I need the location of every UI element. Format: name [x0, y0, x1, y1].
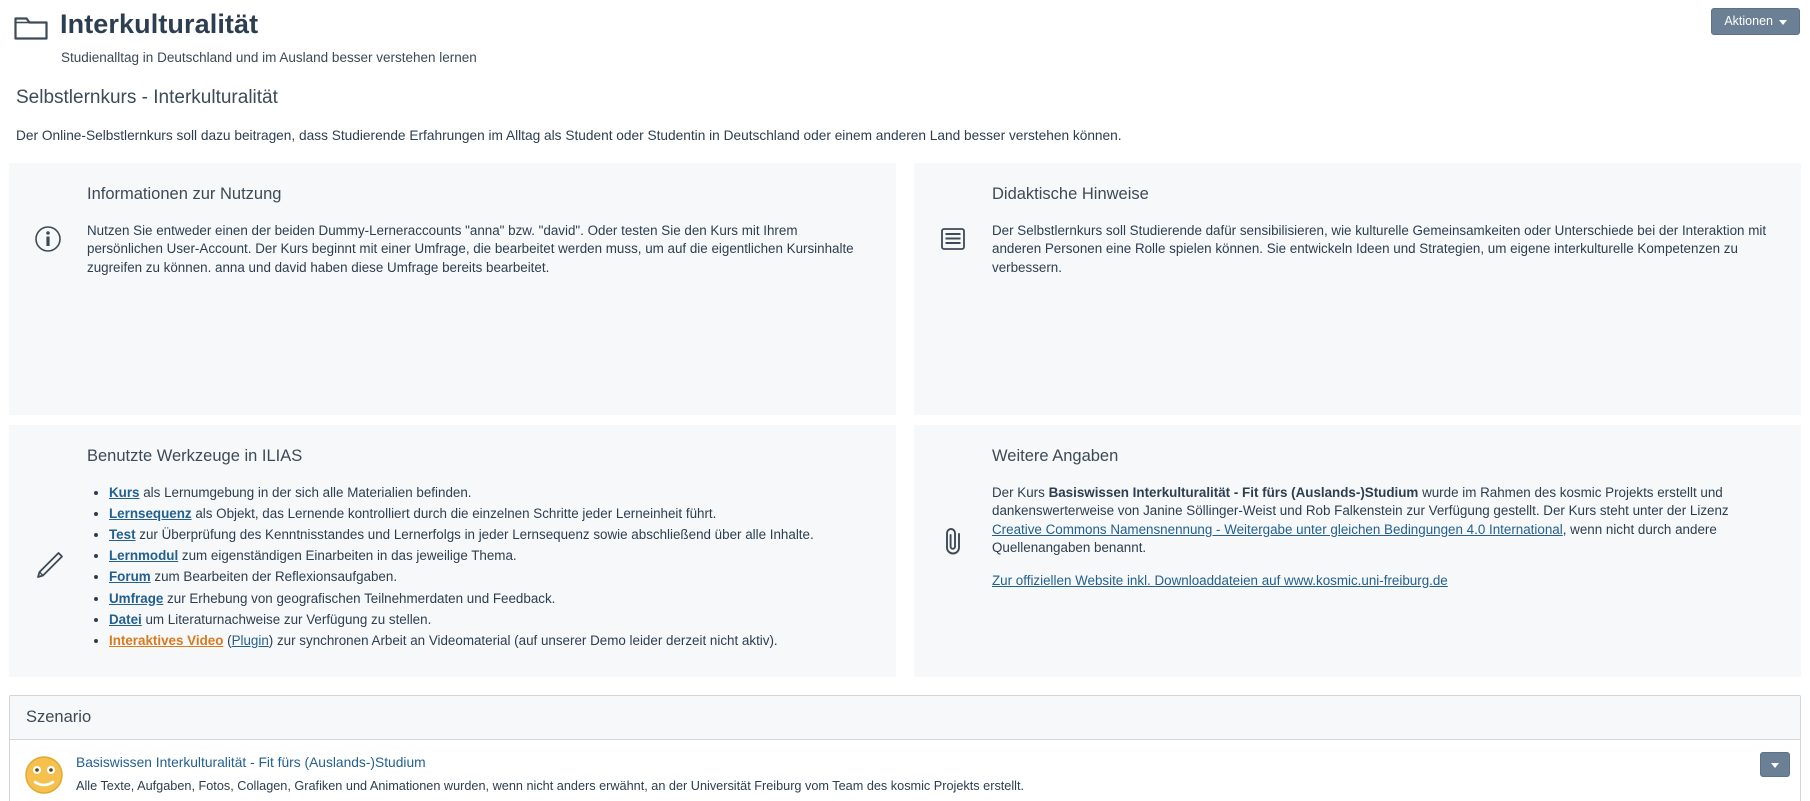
tool-desc: zum Bearbeiten der Reflexionsaufgaben. — [150, 569, 398, 585]
link-plugin[interactable]: Plugin — [231, 633, 269, 648]
tool-desc: als Objekt, das Lernende kontrolliert durch die einzelnen Schritte jeder Lerneinheit führt. — [191, 505, 717, 521]
link-umfrage[interactable]: Umfrage — [109, 590, 164, 606]
actions-button-label: Aktionen — [1724, 14, 1773, 28]
chevron-down-icon — [1779, 20, 1787, 25]
tool-desc: um Literaturnachweise zur Verfügung zu stellen. — [141, 611, 432, 627]
link-forum[interactable]: Forum — [109, 569, 151, 585]
link-datei[interactable]: Datei — [109, 611, 142, 627]
scenario-item-title-link[interactable]: Basiswissen Interkulturalität - Fit fürs (Auslands-)Studium — [76, 754, 426, 770]
course-icon — [24, 755, 64, 795]
link-creative-commons-license[interactable]: Creative Commons Namensnennung - Weitergabe unter gleichen Bedingungen 4.0 International — [992, 521, 1563, 537]
card-benutzte-werkzeuge — [9, 425, 905, 677]
tool-desc-post: ) zur synchronen Arbeit an Videomaterial (auf unserer Demo leider derzeit nicht aktiv). — [268, 633, 778, 648]
card-grid — [0, 163, 1810, 687]
tool-desc: zur Überprüfung des Kenntnisstandes und Lernerfolgs in jeder Lernsequenz sowie abschließend über alle Inhalte. — [135, 527, 814, 543]
page-title: Interkulturalität — [60, 9, 259, 39]
card-heading-nutzung: Informationen zur Nutzung — [87, 184, 282, 203]
card-body-didaktik: Der Selbstlernkurs soll Studierende dafür sensibilisieren, wie kulturelle Gemeinsamkeiten oder Unterschiede bei der Interaktion mit anderen Personen eine Rolle spielen können. Sie entwickeln Ideen und Strategien, um eigene interkulturelle Kompetenzen zu verbessern. — [992, 222, 1767, 275]
list-item — [109, 505, 870, 523]
card-row-angaben — [940, 484, 1775, 591]
card-weitere-angaben — [905, 425, 1801, 677]
link-kurs[interactable]: Kurs — [109, 484, 140, 500]
tool-desc-pre: ( — [223, 633, 232, 648]
card-informationen-zur-nutzung — [9, 163, 905, 415]
paperclip-icon — [940, 484, 992, 556]
folder-icon — [14, 13, 48, 41]
list-item — [109, 632, 870, 650]
pencil-icon — [35, 484, 87, 580]
card-row-werkzeuge — [35, 484, 870, 654]
link-official-website[interactable]: Zur offiziellen Website inkl. Downloaddateien auf www.kosmic.uni-freiburg.de — [992, 572, 1448, 588]
tools-list — [87, 484, 870, 650]
card-heading-didaktik: Didaktische Hinweise — [992, 184, 1149, 203]
page-subtitle: Studienalltag in Deutschland und im Ausland besser verstehen lernen — [61, 49, 477, 65]
list-item — [109, 611, 870, 629]
list-item — [109, 568, 870, 586]
card-row-nutzung — [35, 222, 870, 278]
link-interaktives-video[interactable]: Interaktives Video — [109, 633, 224, 648]
angaben-website-paragraph — [992, 572, 1775, 591]
scenario-heading: Szenario — [10, 696, 1800, 740]
card-body-angaben — [992, 484, 1775, 591]
list-item — [109, 547, 870, 565]
intro-text: Der Online-Selbstlernkurs soll dazu beitragen, dass Studierende Erfahrungen im Alltag als Student oder Studentin in Deutschland oder einem anderen Land besser verstehen können. — [16, 127, 1122, 143]
card-heading-angaben: Weitere Angaben — [992, 446, 1119, 465]
card-heading-werkzeuge: Benutzte Werkzeuge in ILIAS — [87, 446, 303, 465]
card-didaktische-hinweise — [905, 163, 1801, 415]
link-lernmodul[interactable]: Lernmodul — [109, 548, 179, 564]
card-body-nutzung: Nutzen Sie entweder einen der beiden Dummy-Lerneraccounts "anna" bzw. "david". Oder testen Sie den Kurs mit Ihrem persönlichen User-Account. Der Kurs beginnt mit einer Umfrage, die bearbeitet werden muss, um auf die eigentlichen Kursinhalte zugreifen zu können. anna und david haben diese Umfrage bereits bearbeitet. — [87, 222, 854, 275]
list-item — [109, 590, 870, 608]
scenario-item-dropdown-button[interactable] — [1760, 752, 1790, 777]
angaben-course-name: Basiswissen Interkulturalität - Fit fürs (Auslands-)Studium — [1048, 484, 1419, 500]
intro-heading: Selbstlernkurs - Interkulturalität — [16, 86, 278, 108]
link-lernsequenz[interactable]: Lernsequenz — [109, 505, 192, 521]
scenario-item — [10, 740, 1800, 801]
tool-desc: als Lernumgebung in der sich alle Materialien befinden. — [139, 484, 472, 500]
document-icon — [940, 222, 992, 252]
angaben-post: , wenn nicht durch andere Quellenangaben benannt. — [992, 521, 1717, 556]
caret-down-icon — [1771, 763, 1779, 768]
title-row — [14, 10, 1796, 40]
card-row-didaktik — [940, 222, 1775, 278]
list-item — [109, 526, 870, 544]
list-item — [109, 484, 870, 502]
info-icon — [35, 222, 87, 252]
card-body-werkzeuge — [87, 484, 870, 654]
link-test[interactable]: Test — [109, 527, 136, 543]
tool-desc: zur Erhebung von geografischen Teilnehmerdaten und Feedback. — [163, 590, 556, 606]
tool-desc: zum eigenständigen Einarbeiten in das jeweilige Thema. — [178, 548, 517, 564]
scenario-main — [76, 753, 1788, 793]
scenario-item-description: Alle Texte, Aufgaben, Fotos, Collagen, Grafiken und Animationen wurden, wenn nicht anders erwähnt, an der Universität Freiburg vom Team des kosmic Projekts erstellt. — [76, 778, 1025, 793]
angaben-pre: Der Kurs — [992, 484, 1049, 500]
angaben-paragraph — [992, 484, 1775, 558]
scenario-panel — [9, 695, 1801, 801]
actions-button[interactable] — [1711, 8, 1800, 35]
angaben-mid: wurde im Rahmen des kosmic Projekts erstellt und dankenswerterweise von Janine Söllinger-Weist und Rob Falkenstein zur Verfügung gestellt. Der Kurs steht unter der Lizenz — [992, 484, 1729, 519]
page-header — [0, 0, 1810, 65]
